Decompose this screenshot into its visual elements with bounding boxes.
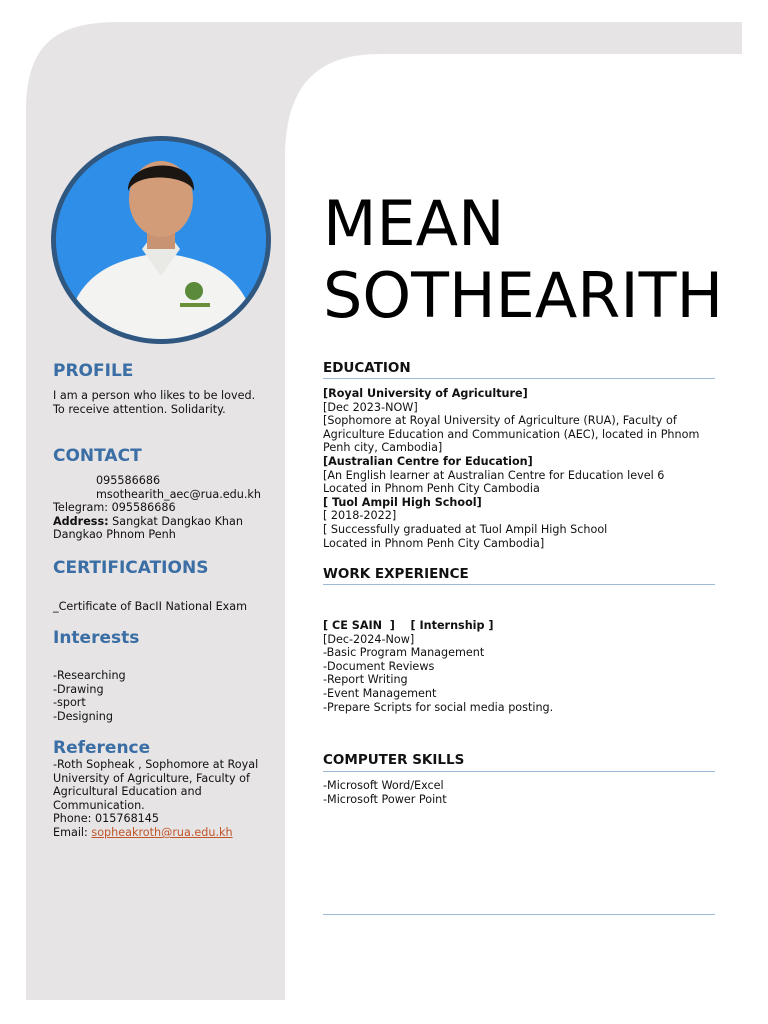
contact-heading: CONTACT — [53, 446, 142, 466]
reference-line: Communication. — [53, 798, 145, 812]
person-illustration — [56, 141, 266, 339]
education-hs-title: [ Tuol Ampil High School] — [323, 495, 482, 509]
work-line: -Report Writing — [323, 673, 408, 687]
name-line1: MEAN — [323, 187, 505, 260]
education-line: Penh city, Cambodia] — [323, 441, 443, 455]
interests-list — [53, 669, 283, 723]
work-line: -Document Reviews — [323, 659, 435, 673]
reference-email-row — [53, 826, 283, 840]
skills-heading: COMPUTER SKILLS — [323, 752, 465, 768]
education-line: [Sophomore at Royal University of Agriculture (RUA), Faculty of — [323, 414, 677, 428]
address-line2: Dangkao Phnom Penh — [53, 528, 176, 542]
skill-item: -Microsoft Word/Excel — [323, 779, 444, 792]
work-block — [323, 619, 723, 714]
education-divider — [323, 378, 715, 379]
name-line2: SOTHEARITH — [323, 259, 724, 332]
contact-address — [53, 515, 283, 529]
profile-heading: PROFILE — [53, 361, 134, 381]
reference-line: Agricultural Education and — [53, 785, 202, 799]
work-heading: WORK EXPERIENCE — [323, 566, 469, 582]
reference-line: -Roth Sopheak , Sophomore at Royal — [53, 758, 259, 771]
contact-phone: 095586686 — [96, 474, 161, 487]
interest-item: -Designing — [53, 709, 113, 723]
contact-email: msothearith_aec@rua.edu.kh — [96, 487, 261, 501]
reference-block — [53, 758, 283, 840]
certifications-heading: CERTIFICATIONS — [53, 558, 209, 578]
education-line: Agriculture Education and Communication (AEC), located in Phnom — [323, 427, 700, 441]
work-line: -Event Management — [323, 686, 437, 700]
work-divider — [323, 584, 715, 585]
bottom-divider — [323, 914, 715, 915]
profile-line: I am a person who likes to be loved. — [53, 389, 256, 402]
education-line: Located in Phnom Penh City Cambodia — [323, 482, 540, 496]
contact-telegram: Telegram: 095586686 — [53, 501, 176, 515]
reference-email-label: Email: — [53, 825, 92, 839]
work-line: -Prepare Scripts for social media posting. — [323, 700, 554, 714]
reference-email-link[interactable]: sopheakroth@rua.edu.kh — [91, 825, 233, 839]
reference-line: University of Agriculture, Faculty of — [53, 771, 250, 785]
profile-text — [53, 389, 283, 416]
education-line: Located in Phnom Penh City Cambodia] — [323, 536, 545, 550]
education-line: [ 2018-2022] — [323, 509, 397, 523]
reference-heading: Reference — [53, 738, 151, 758]
work-title: [ CE SAIN ] [ Internship ] — [323, 619, 494, 632]
skills-block — [323, 779, 723, 806]
reference-line: Phone: 015768145 — [53, 812, 160, 826]
skill-item: -Microsoft Power Point — [323, 792, 447, 806]
skills-divider — [323, 771, 715, 772]
education-line: [Dec 2023-NOW] — [323, 400, 418, 414]
education-block — [323, 387, 723, 550]
address-label: Address: — [53, 514, 109, 528]
interests-heading: Interests — [53, 628, 140, 648]
interest-item: -sport — [53, 696, 86, 710]
interest-item: -Researching — [53, 669, 126, 682]
profile-line: To receive attention. Solidarity. — [53, 402, 226, 416]
contact-block — [53, 474, 283, 542]
education-heading: EDUCATION — [323, 360, 411, 376]
certification-item: _Certificate of BacII National Exam — [53, 600, 248, 613]
education-rua-title: [Royal University of Agriculture] — [323, 387, 528, 400]
work-line: [Dec-2024-Now] — [323, 632, 415, 646]
interest-item: -Drawing — [53, 682, 104, 696]
profile-photo — [51, 136, 271, 344]
education-line: [An English learner at Australian Centre for Education level 6 — [323, 468, 665, 482]
person-name — [323, 188, 723, 332]
education-ace-title: [Australian Centre for Education] — [323, 454, 533, 468]
work-line: -Basic Program Management — [323, 646, 485, 660]
address-line1: Sangkat Dangkao Khan — [108, 514, 243, 528]
education-line: [ Successfully graduated at Tuol Ampil High School — [323, 522, 608, 536]
